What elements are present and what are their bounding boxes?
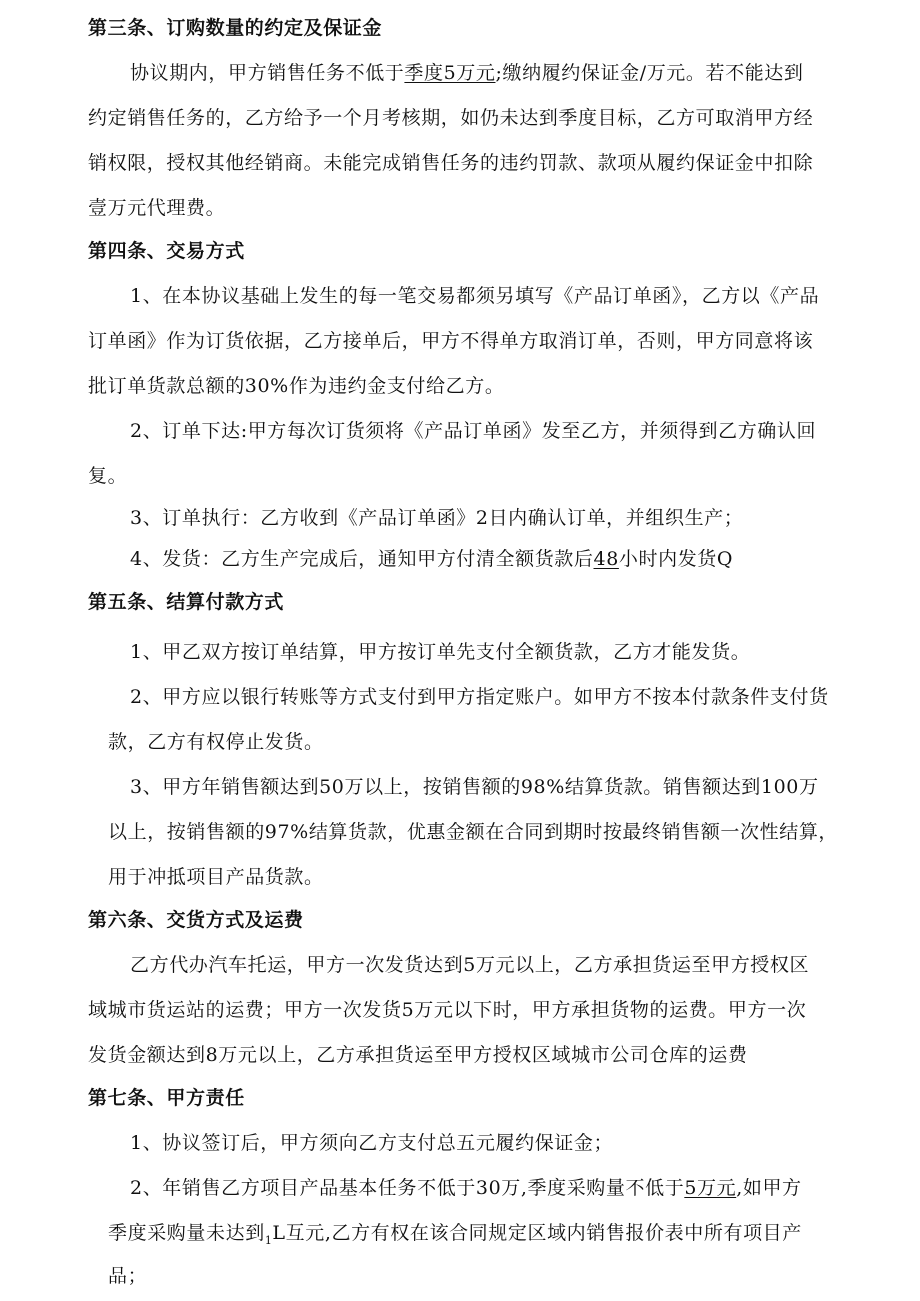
text-line: 用于冲抵项目产品货款。: [108, 866, 324, 888]
section-heading: 第五条、结算付款方式: [88, 591, 285, 613]
text-line: 域城市货运站的运费；甲方一次发货5万元以下时，甲方承担货物的运费。甲方一次: [88, 999, 807, 1021]
text-line: 复。: [88, 465, 128, 487]
section-heading: 第七条、甲方责任: [88, 1087, 245, 1109]
text-line: 1、甲乙双方按订单结算，甲方按订单先支付全额货款，乙方才能发货。: [130, 641, 751, 663]
text-line: 约定销售任务的，乙方给予一个月考核期，如仍未达到季度目标，乙方可取消甲方经: [88, 107, 814, 129]
text-line: 以上，按销售额的97%结算货款，优惠金额在合同到期时按最终销售额一次性结算，: [108, 821, 839, 843]
text-line: 订单函》作为订货依据，乙方接单后，甲方不得单方取消订单，否则，甲方同意将该: [88, 330, 814, 352]
text-line: 品；: [108, 1265, 148, 1287]
text-line: 款，乙方有权停止发货。: [108, 731, 324, 753]
text-line: 批订单货款总额的30%作为违约金支付给乙方。: [88, 375, 505, 397]
text-line: 销权限，授权其他经销商。未能完成销售任务的违约罚款、款项从履约保证金中扣除: [88, 152, 814, 174]
text-line: 4、发货：乙方生产完成后，通知甲方付清全额货款后48小时内发货Q: [130, 548, 734, 570]
text-line: 发货金额达到8万元以上，乙方承担货运至甲方授权区域城市公司仓库的运费: [88, 1044, 748, 1066]
text-line: 1、在本协议基础上发生的每一笔交易都须另填写《产品订单函》，乙方以《产品: [130, 285, 820, 307]
section-heading: 第四条、交易方式: [88, 240, 245, 262]
text-line: 3、甲方年销售额达到50万以上，按销售额的98%结算货款。销售额达到100万: [130, 776, 819, 798]
section-heading: 第三条、订购数量的约定及保证金: [88, 17, 383, 39]
text-line: 2、订单下达:甲方每次订货须将《产品订单函》发至乙方，并须得到乙方确认回: [130, 420, 817, 442]
section-heading: 第六条、交货方式及运费: [88, 909, 304, 931]
text-line: 季度采购量未达到$_1$L互元,乙方有权在该合同规定区域内销售报价表中所有项目产: [108, 1222, 802, 1247]
text-line: 壹万元代理费。: [88, 197, 226, 219]
text-line: 1、协议签订后，甲方须向乙方支付总五元履约保证金；: [130, 1132, 614, 1154]
text-line: 乙方代办汽车托运，甲方一次发货达到5万元以上，乙方承担货运至甲方授权区: [130, 954, 810, 976]
text-line: 3、订单执行：乙方收到《产品订单函》2日内确认订单，并组织生产；: [130, 507, 744, 529]
text-line: 协议期内，甲方销售任务不低于季度5万元;缴纳履约保证金/万元。若不能达到: [130, 62, 804, 84]
text-line: 2、甲方应以银行转账等方式支付到甲方指定账户。如甲方不按本付款条件支付货: [130, 686, 829, 708]
text-line: 2、年销售乙方项目产品基本任务不低于30万,季度采购量不低于5万元,如甲方: [130, 1177, 802, 1199]
